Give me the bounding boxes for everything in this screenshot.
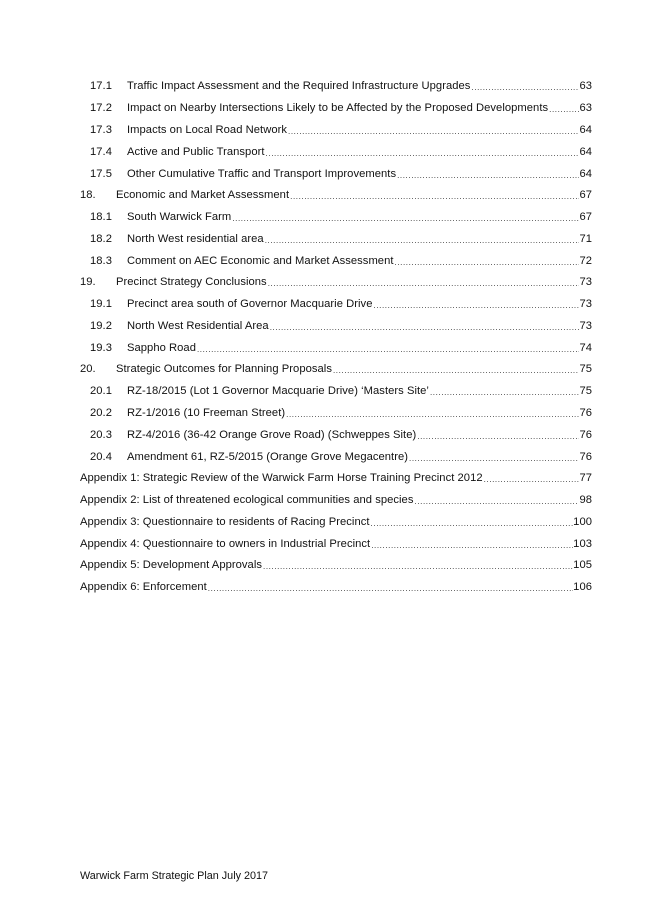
toc-entry-page: 73 <box>579 298 592 310</box>
toc-entry-page: 63 <box>579 102 592 114</box>
toc-entry-page: 98 <box>579 494 592 506</box>
toc-entry-number: 19.3 <box>90 342 112 354</box>
toc-entry-title: RZ-1/2016 (10 Freeman Street) <box>127 407 286 419</box>
toc-entry[interactable] <box>90 295 592 311</box>
toc-dot-leader <box>196 341 579 355</box>
toc-entry-title: North West Residential Area <box>127 320 269 332</box>
toc-entry-title: Appendix 2: List of threatened ecological communities and species <box>80 494 414 506</box>
toc-entry-number: 19.1 <box>90 298 112 310</box>
toc-entry[interactable] <box>90 252 592 268</box>
toc-appendix-entry[interactable] <box>80 469 592 485</box>
toc-entry[interactable] <box>90 426 592 442</box>
toc-entry-page: 72 <box>579 255 592 267</box>
toc-entry-page: 75 <box>579 363 592 375</box>
toc-dot-leader <box>285 406 579 420</box>
toc-entry-title: Active and Public Transport <box>127 146 265 158</box>
page-footer: Warwick Farm Strategic Plan July 2017 <box>80 870 269 882</box>
toc-entry-page: 103 <box>573 538 592 550</box>
toc-appendix-entry[interactable] <box>80 535 592 551</box>
toc-entry-title: Appendix 5: Development Approvals <box>80 559 263 571</box>
toc-entry-number: 17.5 <box>90 168 112 180</box>
toc-entry-page: 77 <box>579 472 592 484</box>
toc-entry-number: 20.4 <box>90 451 112 463</box>
toc-dot-leader <box>264 232 580 246</box>
toc-dot-leader <box>267 275 580 289</box>
toc-entry-title: Economic and Market Assessment <box>116 189 290 201</box>
toc-entry-number: 17.4 <box>90 146 112 158</box>
toc-dot-leader <box>548 101 579 115</box>
toc-entry-page: 71 <box>579 233 592 245</box>
toc-entry[interactable] <box>90 121 592 137</box>
toc-entry-number: 20. <box>80 363 96 375</box>
toc-entry-number: 18.1 <box>90 211 112 223</box>
toc-entry-page: 67 <box>579 189 592 201</box>
toc-entry-number: 19.2 <box>90 320 112 332</box>
toc-section-entry[interactable] <box>80 186 592 202</box>
toc-dot-leader <box>265 145 580 159</box>
toc-entry-number: 20.3 <box>90 429 112 441</box>
toc-entry-number: 20.2 <box>90 407 112 419</box>
toc-entry-title: Impacts on Local Road Network <box>127 124 288 136</box>
toc-entry-title: South Warwick Farm <box>127 211 232 223</box>
toc-entry-number: 19. <box>80 276 96 288</box>
toc-entry-title: North West residential area <box>127 233 264 245</box>
toc-entry[interactable] <box>90 208 592 224</box>
toc-section-entry[interactable] <box>80 360 592 376</box>
toc-entry-page: 100 <box>573 516 592 528</box>
toc-entry-page: 75 <box>579 385 592 397</box>
toc-entry[interactable] <box>90 382 592 398</box>
toc-dot-leader <box>370 537 573 551</box>
toc-entry-title: Appendix 1: Strategic Review of the Warwick Farm Horse Training Precinct 2012 <box>80 472 483 484</box>
toc-dot-leader <box>370 515 574 529</box>
toc-dot-leader <box>372 297 579 311</box>
toc-entry[interactable] <box>90 77 592 93</box>
toc-appendix-entry[interactable] <box>80 491 592 507</box>
toc-appendix-entry[interactable] <box>80 578 592 594</box>
toc-entry-page: 76 <box>579 407 592 419</box>
toc-entry-title: Strategic Outcomes for Planning Proposals <box>116 363 332 375</box>
toc-entry-title: Traffic Impact Assessment and the Required Infrastructure Upgrades <box>127 80 471 92</box>
toc-entry-page: 64 <box>579 146 592 158</box>
toc-entry[interactable] <box>90 230 592 246</box>
toc-entry-title: RZ-18/2015 (Lot 1 Governor Macquarie Drive) ‘Masters Site’ <box>127 385 429 397</box>
toc-appendix-entry[interactable] <box>80 513 592 529</box>
toc-entry-page: 106 <box>573 581 592 593</box>
toc-dot-leader <box>231 210 579 224</box>
toc-dot-leader <box>207 580 573 594</box>
toc-entry-page: 105 <box>573 559 592 571</box>
toc-entry-title: Impact on Nearby Intersections Likely to be Affected by the Proposed Developments <box>127 102 549 114</box>
toc-entry-title: Appendix 6: Enforcement <box>80 581 207 593</box>
toc-dot-leader <box>483 471 580 485</box>
toc-dot-leader <box>289 188 579 202</box>
toc-entry-page: 76 <box>579 429 592 441</box>
toc-entry-page: 64 <box>579 124 592 136</box>
toc-entry-number: 18. <box>80 189 96 201</box>
toc-entry-page: 63 <box>579 80 592 92</box>
toc-entry-title: Appendix 3: Questionnaire to residents of Racing Precinct <box>80 516 370 528</box>
toc-dot-leader <box>394 254 580 268</box>
toc-entry-number: 18.3 <box>90 255 112 267</box>
toc-dot-leader <box>413 493 579 507</box>
toc-entry-page: 73 <box>579 276 592 288</box>
toc-entry[interactable] <box>90 448 592 464</box>
toc-section-entry[interactable] <box>80 273 592 289</box>
toc-entry-title: Amendment 61, RZ-5/2015 (Orange Grove Megacentre) <box>127 451 409 463</box>
toc-dot-leader <box>262 558 573 572</box>
toc-dot-leader <box>332 362 579 376</box>
toc-entry-title: Precinct area south of Governor Macquarie Drive <box>127 298 373 310</box>
toc-entry-page: 76 <box>579 451 592 463</box>
toc-dot-leader <box>287 123 579 137</box>
toc-appendix-entry[interactable] <box>80 556 592 572</box>
toc-entry[interactable] <box>90 165 592 181</box>
toc-dot-leader <box>408 450 579 464</box>
toc-entry[interactable] <box>90 404 592 420</box>
toc-entry[interactable] <box>90 143 592 159</box>
toc-entry[interactable] <box>90 99 592 115</box>
toc-dot-leader <box>470 79 579 93</box>
toc-entry-number: 20.1 <box>90 385 112 397</box>
toc-dot-leader <box>396 167 579 181</box>
toc-entry-number: 17.1 <box>90 80 112 92</box>
toc-dot-leader <box>416 428 579 442</box>
toc-entry-title: Appendix 4: Questionnaire to owners in Industrial Precinct <box>80 538 371 550</box>
toc-entry-page: 67 <box>579 211 592 223</box>
toc-entry-title: RZ-4/2016 (36-42 Orange Grove Road) (Schweppes Site) <box>127 429 417 441</box>
toc-entry-number: 17.3 <box>90 124 112 136</box>
toc-entry-page: 74 <box>579 342 592 354</box>
toc-entry-number: 18.2 <box>90 233 112 245</box>
toc-entry[interactable] <box>90 339 592 355</box>
toc-entry-title: Precinct Strategy Conclusions <box>116 276 267 288</box>
toc-dot-leader <box>429 384 579 398</box>
toc-entry-title: Comment on AEC Economic and Market Assessment <box>127 255 394 267</box>
toc-entry-title: Sappho Road <box>127 342 196 354</box>
toc-entry-page: 73 <box>579 320 592 332</box>
toc-entry-page: 64 <box>579 168 592 180</box>
toc-entry-number: 17.2 <box>90 102 112 114</box>
toc-dot-leader <box>269 319 580 333</box>
toc-entry-title: Other Cumulative Traffic and Transport Improvements <box>127 168 397 180</box>
toc-entry[interactable] <box>90 317 592 333</box>
